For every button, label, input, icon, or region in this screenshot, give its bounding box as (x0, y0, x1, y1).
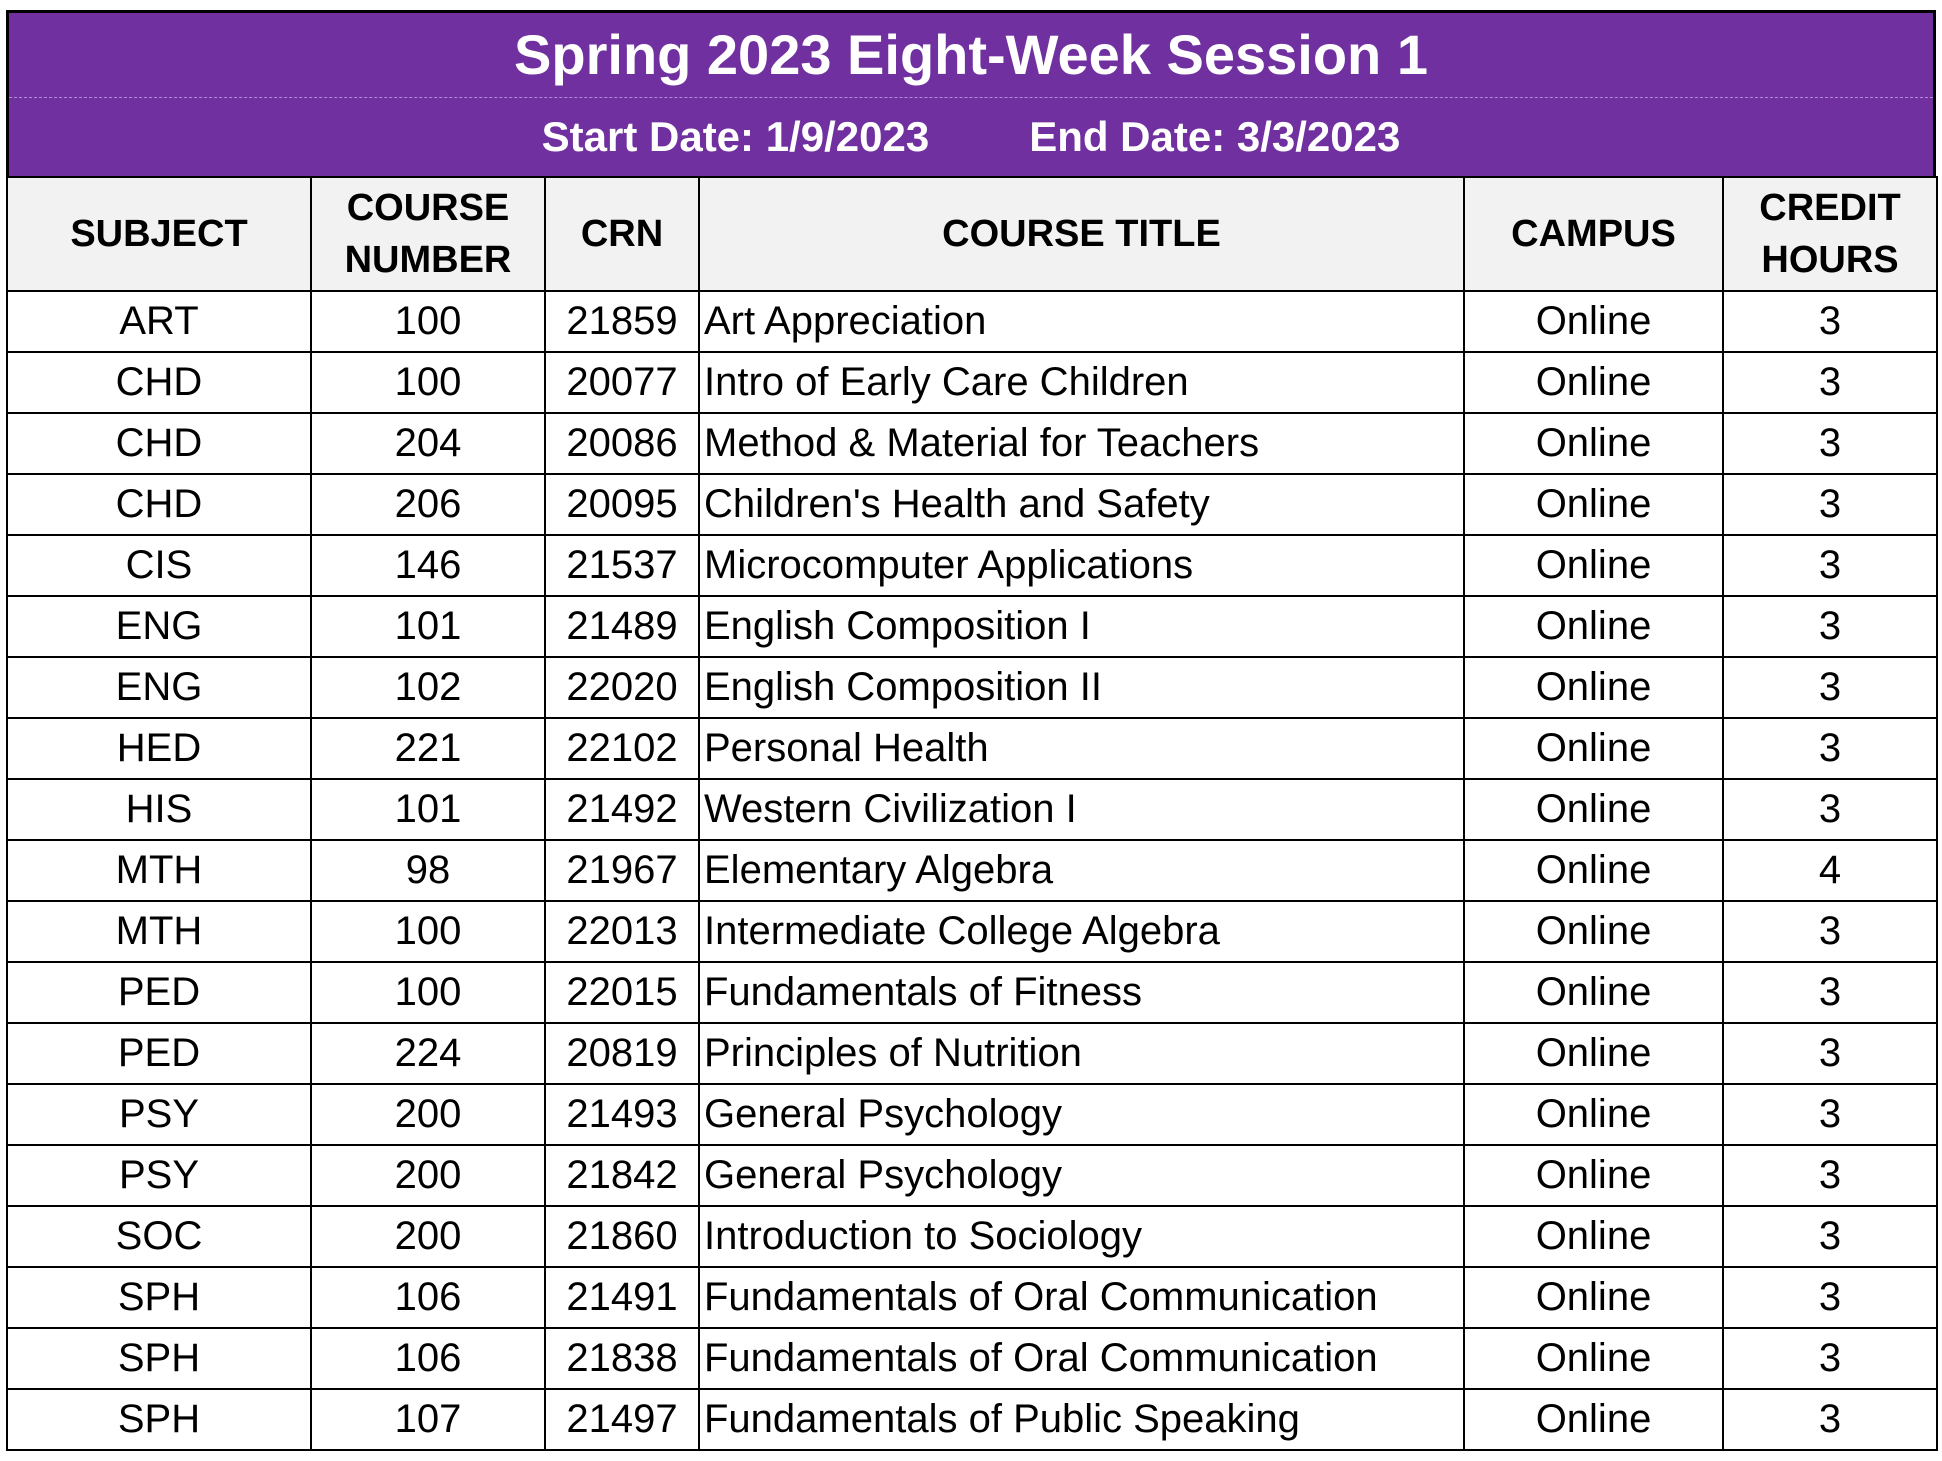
cell-subject: ENG (7, 657, 311, 718)
cell-campus: Online (1464, 1145, 1723, 1206)
header-subject: SUBJECT (7, 177, 311, 291)
cell-crn: 21860 (545, 1206, 699, 1267)
cell-course-number: 206 (311, 474, 545, 535)
cell-subject: SOC (7, 1206, 311, 1267)
table-row (7, 962, 1937, 1023)
cell-crn: 20086 (545, 413, 699, 474)
cell-course-number: 200 (311, 1145, 545, 1206)
table-row (7, 1389, 1937, 1450)
cell-campus: Online (1464, 1084, 1723, 1145)
cell-crn: 21497 (545, 1389, 699, 1450)
cell-course-title: Microcomputer Applications (699, 535, 1464, 596)
cell-subject: SPH (7, 1328, 311, 1389)
header-credit-hours: CREDIT HOURS (1723, 177, 1937, 291)
cell-course-number: 107 (311, 1389, 545, 1450)
cell-credit-hours: 3 (1723, 962, 1937, 1023)
header-campus: CAMPUS (1464, 177, 1723, 291)
start-date: Start Date: 1/9/2023 (541, 113, 930, 160)
cell-campus: Online (1464, 901, 1723, 962)
cell-course-number: 204 (311, 413, 545, 474)
cell-course-number: 200 (311, 1084, 545, 1145)
cell-campus: Online (1464, 535, 1723, 596)
cell-crn: 21967 (545, 840, 699, 901)
cell-crn: 20095 (545, 474, 699, 535)
cell-subject: SPH (7, 1389, 311, 1450)
cell-credit-hours: 3 (1723, 413, 1937, 474)
cell-course-title: Elementary Algebra (699, 840, 1464, 901)
cell-course-title: Principles of Nutrition (699, 1023, 1464, 1084)
cell-course-number: 224 (311, 1023, 545, 1084)
cell-subject: CIS (7, 535, 311, 596)
cell-credit-hours: 3 (1723, 1328, 1937, 1389)
cell-course-number: 106 (311, 1328, 545, 1389)
cell-credit-hours: 3 (1723, 1389, 1937, 1450)
cell-campus: Online (1464, 962, 1723, 1023)
table-row (7, 1023, 1937, 1084)
cell-course-title: Fundamentals of Oral Communication (699, 1328, 1464, 1389)
cell-course-number: 100 (311, 352, 545, 413)
cell-campus: Online (1464, 596, 1723, 657)
cell-subject: HIS (7, 779, 311, 840)
cell-campus: Online (1464, 291, 1723, 352)
table-row (7, 657, 1937, 718)
cell-subject: PED (7, 962, 311, 1023)
cell-subject: ENG (7, 596, 311, 657)
cell-course-number: 146 (311, 535, 545, 596)
cell-subject: CHD (7, 474, 311, 535)
cell-course-number: 221 (311, 718, 545, 779)
cell-crn: 21492 (545, 779, 699, 840)
cell-crn: 22013 (545, 901, 699, 962)
course-table (6, 176, 1938, 1451)
header-row (7, 177, 1937, 291)
cell-course-title: Children's Health and Safety (699, 474, 1464, 535)
table-row (7, 1084, 1937, 1145)
cell-course-number: 102 (311, 657, 545, 718)
schedule-sheet (6, 10, 1936, 1451)
cell-subject: PSY (7, 1084, 311, 1145)
header-course-title: COURSE TITLE (699, 177, 1464, 291)
cell-campus: Online (1464, 1267, 1723, 1328)
cell-subject: PSY (7, 1145, 311, 1206)
cell-course-title: Western Civilization I (699, 779, 1464, 840)
cell-crn: 22102 (545, 718, 699, 779)
table-row (7, 1206, 1937, 1267)
cell-crn: 20077 (545, 352, 699, 413)
cell-crn: 20819 (545, 1023, 699, 1084)
cell-subject: CHD (7, 413, 311, 474)
cell-course-title: Intro of Early Care Children (699, 352, 1464, 413)
cell-credit-hours: 3 (1723, 779, 1937, 840)
cell-course-number: 101 (311, 779, 545, 840)
cell-subject: PED (7, 1023, 311, 1084)
cell-crn: 22020 (545, 657, 699, 718)
cell-campus: Online (1464, 718, 1723, 779)
cell-course-number: 200 (311, 1206, 545, 1267)
cell-course-title: Fundamentals of Oral Communication (699, 1267, 1464, 1328)
cell-credit-hours: 3 (1723, 657, 1937, 718)
cell-subject: HED (7, 718, 311, 779)
cell-campus: Online (1464, 352, 1723, 413)
cell-subject: SPH (7, 1267, 311, 1328)
cell-course-number: 106 (311, 1267, 545, 1328)
cell-credit-hours: 3 (1723, 352, 1937, 413)
cell-subject: MTH (7, 840, 311, 901)
cell-credit-hours: 3 (1723, 291, 1937, 352)
cell-subject: ART (7, 291, 311, 352)
cell-campus: Online (1464, 1206, 1723, 1267)
table-row (7, 596, 1937, 657)
cell-course-title: General Psychology (699, 1145, 1464, 1206)
table-row (7, 1145, 1937, 1206)
cell-campus: Online (1464, 840, 1723, 901)
cell-course-number: 98 (311, 840, 545, 901)
table-row (7, 474, 1937, 535)
cell-campus: Online (1464, 1328, 1723, 1389)
table-row (7, 901, 1937, 962)
cell-credit-hours: 3 (1723, 1145, 1937, 1206)
cell-subject: MTH (7, 901, 311, 962)
cell-course-number: 101 (311, 596, 545, 657)
cell-crn: 21842 (545, 1145, 699, 1206)
header-crn: CRN (545, 177, 699, 291)
table-row (7, 1328, 1937, 1389)
cell-crn: 21859 (545, 291, 699, 352)
cell-crn: 21838 (545, 1328, 699, 1389)
cell-course-title: Fundamentals of Fitness (699, 962, 1464, 1023)
session-title: Spring 2023 Eight-Week Session 1 (9, 13, 1933, 98)
table-row (7, 779, 1937, 840)
cell-credit-hours: 3 (1723, 535, 1937, 596)
cell-course-title: Method & Material for Teachers (699, 413, 1464, 474)
cell-course-number: 100 (311, 291, 545, 352)
cell-course-number: 100 (311, 901, 545, 962)
cell-campus: Online (1464, 1389, 1723, 1450)
cell-campus: Online (1464, 779, 1723, 840)
table-row (7, 840, 1937, 901)
cell-credit-hours: 4 (1723, 840, 1937, 901)
cell-crn: 21491 (545, 1267, 699, 1328)
cell-course-title: Intermediate College Algebra (699, 901, 1464, 962)
session-banner (6, 10, 1936, 176)
cell-credit-hours: 3 (1723, 596, 1937, 657)
table-row (7, 291, 1937, 352)
cell-credit-hours: 3 (1723, 1267, 1937, 1328)
cell-course-title: Art Appreciation (699, 291, 1464, 352)
cell-course-title: English Composition II (699, 657, 1464, 718)
cell-campus: Online (1464, 657, 1723, 718)
table-row (7, 352, 1937, 413)
cell-course-title: English Composition I (699, 596, 1464, 657)
cell-credit-hours: 3 (1723, 901, 1937, 962)
cell-credit-hours: 3 (1723, 1023, 1937, 1084)
table-row (7, 1267, 1937, 1328)
session-dates (9, 98, 1933, 176)
cell-campus: Online (1464, 474, 1723, 535)
cell-credit-hours: 3 (1723, 1206, 1937, 1267)
cell-course-title: Introduction to Sociology (699, 1206, 1464, 1267)
end-date: End Date: 3/3/2023 (1029, 113, 1401, 160)
cell-crn: 22015 (545, 962, 699, 1023)
cell-course-number: 100 (311, 962, 545, 1023)
table-row (7, 413, 1937, 474)
table-row (7, 535, 1937, 596)
cell-crn: 21537 (545, 535, 699, 596)
cell-credit-hours: 3 (1723, 1084, 1937, 1145)
header-course-number: COURSE NUMBER (311, 177, 545, 291)
cell-credit-hours: 3 (1723, 718, 1937, 779)
table-row (7, 718, 1937, 779)
cell-campus: Online (1464, 1023, 1723, 1084)
cell-crn: 21489 (545, 596, 699, 657)
cell-crn: 21493 (545, 1084, 699, 1145)
cell-course-title: General Psychology (699, 1084, 1464, 1145)
cell-credit-hours: 3 (1723, 474, 1937, 535)
cell-campus: Online (1464, 413, 1723, 474)
course-rows (7, 291, 1937, 1450)
cell-course-title: Fundamentals of Public Speaking (699, 1389, 1464, 1450)
cell-course-title: Personal Health (699, 718, 1464, 779)
cell-subject: CHD (7, 352, 311, 413)
